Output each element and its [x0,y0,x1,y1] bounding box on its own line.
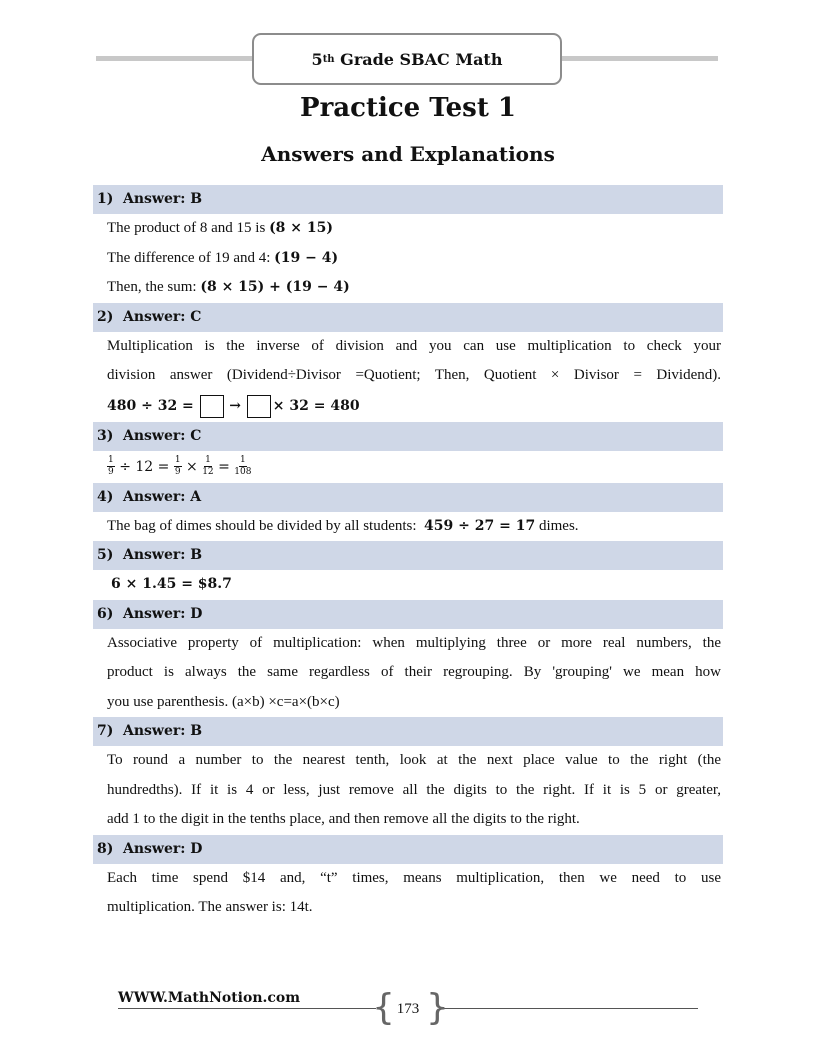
answer-heading-6 [93,600,723,629]
math-operator: = [218,458,230,475]
answer-label: Answer: C [123,427,202,444]
explanation-line: multiplication. The answer is: 14t. [107,899,313,915]
explanation-line: division answer (Dividend÷Divisor =Quotient; Then, Quotient × Divisor = Dividend). [107,367,721,383]
explanation-line [93,273,723,303]
footer-rule-right [440,1008,698,1009]
math-expression: 480 ÷ 32 = [107,397,194,414]
explanation-text: dimes. [538,517,579,534]
answer-heading-2 [93,303,723,332]
math-expression: (8 × 15) + (19 − 4) [200,279,350,295]
answer-number: 1) [97,191,114,207]
bracket-right-icon: } [426,987,449,1028]
answer-heading-1 [93,185,723,214]
explanation-line [93,512,723,542]
answer-heading-3 [93,422,723,451]
footer-rule-left [118,1008,376,1009]
explanation-text: Then, the sum: [107,279,197,295]
explanation-line: hundredths). If it is 4 or less, just remove all the digits to the right. If it is 5 or greater, [107,781,721,798]
explanation-line [93,214,723,244]
answer-heading-7 [93,717,723,746]
running-header [252,33,562,85]
header-rule-left [96,56,252,61]
page-number: 173 [396,1000,420,1017]
bracket-left-icon: { [372,987,395,1028]
explanation-text: The difference of 19 and 4: [107,249,271,266]
answer-label: Answer: D [123,840,203,857]
header-grade: 5 [311,49,323,69]
explanation-line: add 1 to the digit in the tenths place, and then remove all the digits to the right. [107,811,580,827]
explanation-line [93,244,723,274]
explanation-line: Multiplication is the inverse of division and you can use multiplication to check your [107,337,721,354]
explanation-line: To round a number to the nearest tenth, look at the next place value to the right (the [107,752,721,768]
explanation-line: you use parenthesis. (a×b) ×c=a×(b×c) [107,693,340,710]
blank-box [200,395,224,418]
answer-label: Answer: B [123,191,203,207]
math-expression: 6 × 1.45 = $8.7 [111,576,232,592]
answer-number: 7) [97,723,114,739]
fraction: $\frac{1}{108}$ [234,455,252,477]
math-expression: (19 − 4) [274,249,339,266]
math-expression: 459 ÷ 27 = 17 [424,517,536,534]
answer-number: 6) [97,605,114,622]
answers-list [93,185,723,923]
explanation-text: The product of 8 and 15 is [107,220,266,236]
header-rule-right [562,56,718,61]
answer-label: Answer: B [123,723,203,739]
answer-label: Answer: C [123,308,202,325]
header-text: Grade SBAC Math [340,49,503,69]
explanation-text: The bag of dimes should be divided by all students: [107,517,417,534]
fraction: $\frac{1}{9}$ [174,455,181,477]
answer-heading-8 [93,835,723,864]
explanation-line [93,570,723,600]
math-operator: ÷ 12 = [119,458,170,475]
explanation-line: Associative property of multiplication: when multiplying three or more real numbers, the [107,634,721,651]
answer-number: 4) [97,488,114,505]
answer-number: 3) [97,427,114,444]
math-expression: × 32 = 480 [272,397,360,414]
page-title: Practice Test 1 [300,93,516,123]
blank-box [247,395,271,418]
fraction-equation [93,451,723,483]
fraction: $\frac{1}{9}$ [108,455,114,477]
math-expression: (8 × 15) [269,220,334,236]
fraction: $\frac{1}{12}$ [202,455,214,477]
answer-label: Answer: A [123,488,202,505]
answer-label: Answer: D [123,605,203,622]
answer-number: 8) [97,840,114,857]
answer-label: Answer: B [123,547,203,563]
answer-number: 2) [97,308,114,325]
answer-number: 5) [97,547,114,563]
footer-website: WWW.MathNotion.com [118,990,301,1006]
answer-heading-4 [93,483,723,512]
explanation-line: Each time spend $14 and, “t” times, means multiplication, then we need to use [107,869,721,886]
math-operator: × [186,458,198,475]
answer-heading-5 [93,541,723,570]
page-subtitle: Answers and Explanations [261,142,555,166]
arrow-symbol: → [229,397,242,414]
header-grade-sup: th [322,53,335,65]
explanation-line [93,391,723,422]
explanation-line: product is always the same regardless of their regrouping. By 'grouping' we mean how [107,664,721,680]
